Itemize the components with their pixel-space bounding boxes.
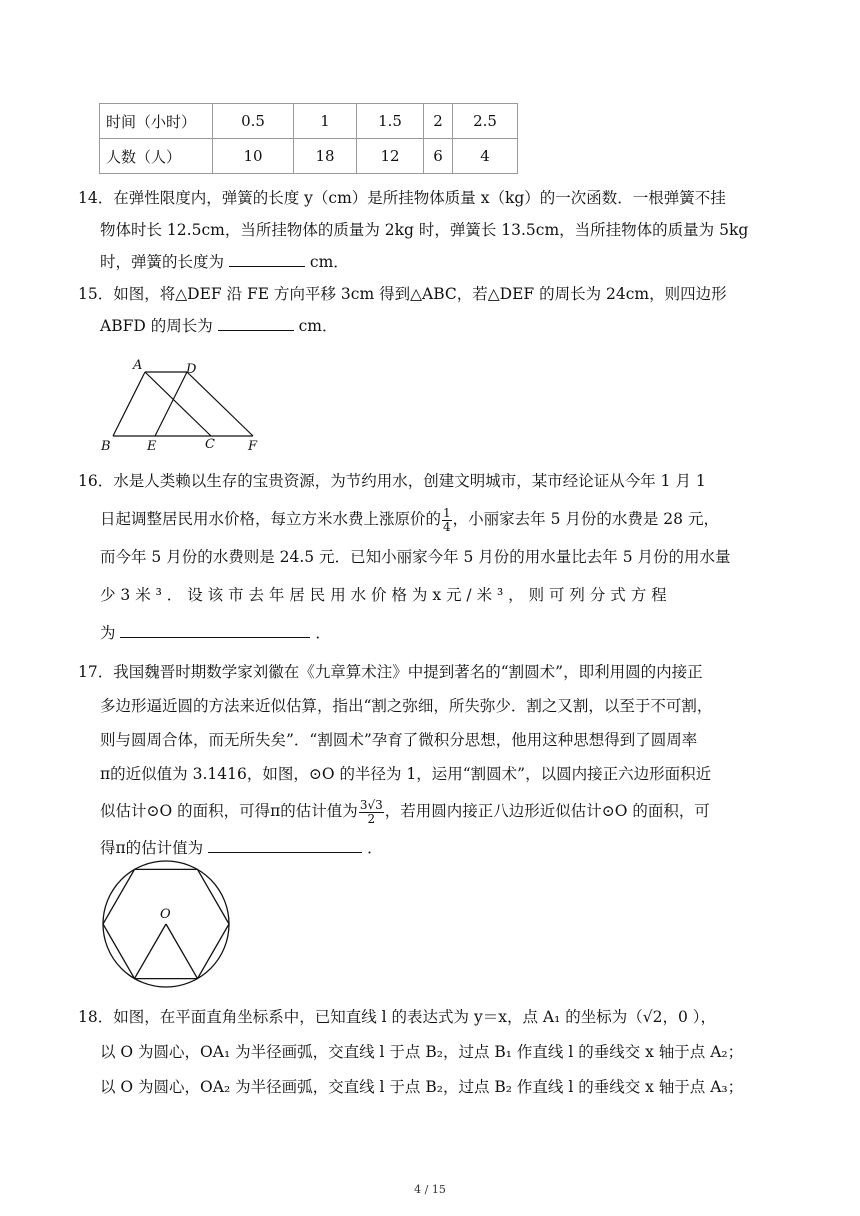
- question-17: [78, 655, 783, 865]
- table-cell: 2.5: [453, 104, 518, 139]
- q17-end: ．: [367, 839, 383, 857]
- hexagon-circle-figure: [96, 856, 236, 992]
- table-row: [100, 104, 518, 139]
- q16-line2-text: 日起调整居民用水价格，每立方米水费上涨原价的: [100, 510, 442, 528]
- q16-line5: [78, 614, 783, 652]
- q17-line5-rest: ，若用圆内接正八边形近似估计⊙O 的面积，可: [384, 802, 710, 820]
- question-16: [78, 462, 783, 652]
- fraction-one-quarter: [442, 507, 452, 534]
- q15-line2-text: ABFD 的周长为: [100, 317, 213, 335]
- q17-line6-text: 得π的估计值为: [100, 839, 204, 857]
- q17-line1: 17．我国魏晋时期数学家刘徽在《九章算术注》中提到著名的“割圆术”，即利用圆的内接正: [78, 663, 703, 681]
- table-cell: 10: [213, 139, 294, 174]
- q17-line3: 则与圆周合体，而无所失矣”．“割圆术”孕育了微积分思想，他用这种思想得到了圆周率: [100, 731, 698, 749]
- q18-line2: 以 O 为圆心，OA₁ 为半径画弧，交直线 l 于点 B₂，过点 B₁ 作直线 l 的垂线交 x 轴于点 A₂；: [100, 1043, 744, 1061]
- answer-blank: [120, 621, 310, 638]
- q14-line2: 物体时长 12.5cm，当所挂物体的质量为 2kg 时，弹簧长 13.5cm，当所挂物体的质量为 5kg: [100, 221, 749, 239]
- q15-unit: cm．: [298, 317, 338, 335]
- q17-line2: 多边形逼近圆的方法来近似估算，指出“割之弥细，所失弥少．割之又割，以至于不可割，: [100, 697, 713, 715]
- table-cell: 1.5: [357, 104, 424, 139]
- q16-line4: 少 3 米 ³ ． 设 该 市 去 年 居 民 用 水 价 格 为 x 元 / 米 ³ ， 则 可 列 分 式 方 程: [100, 586, 667, 604]
- translation-figure: [95, 354, 270, 454]
- page-number: 4 / 15: [414, 1183, 446, 1196]
- q16-line1: 16．水是人类赖以生存的宝贵资源，为节约用水，创建文明城市，某市经论证从今年 1 月 1: [78, 472, 706, 490]
- answer-blank: [218, 314, 294, 331]
- label-f: F: [248, 439, 258, 454]
- table-cell: 人数（人）: [100, 139, 213, 174]
- table-cell: 6: [424, 139, 453, 174]
- table-cell: 12: [357, 139, 424, 174]
- fraction-denominator: 2: [367, 811, 376, 826]
- question-14: [78, 182, 783, 278]
- label-o: O: [160, 907, 171, 922]
- question-15: [78, 278, 783, 342]
- answer-blank: [208, 836, 362, 853]
- table-cell: 1: [294, 104, 357, 139]
- q14-line1: 14．在弹性限度内，弹簧的长度 y（cm）是所挂物体质量 x（kg）的一次函数．一根弹簧不挂: [78, 189, 726, 207]
- q17-line4: π的近似值为 3.1416，如图，⊙O 的半径为 1，运用“割圆术”，以圆内接正六边形面积近: [100, 765, 712, 783]
- label-d: D: [186, 362, 197, 377]
- table-cell: 时间（小时）: [100, 104, 213, 139]
- q15-line2: [78, 310, 783, 342]
- table-cell: 18: [294, 139, 357, 174]
- q14-unit: cm．: [309, 253, 349, 271]
- q14-line3: [78, 246, 783, 278]
- q16-line5-text: 为: [100, 624, 116, 642]
- fraction-three-root-three-over-two: [359, 799, 384, 826]
- table-cell: 0.5: [213, 104, 294, 139]
- q18-line1: 18．如图，在平面直角坐标系中，已知直线 l 的表达式为 y＝x，点 A₁ 的坐标为（√2，0 ），: [78, 1008, 717, 1026]
- answer-blank: [229, 250, 305, 267]
- fraction-numerator: 1: [443, 505, 451, 520]
- fraction-numerator: 3√3: [359, 797, 383, 812]
- table-cell: 4: [453, 139, 518, 174]
- fraction-denominator: 4: [443, 519, 451, 534]
- label-a: A: [133, 358, 143, 373]
- table-cell: 2: [424, 104, 453, 139]
- label-c: C: [205, 437, 215, 452]
- table-row: [100, 139, 518, 174]
- q16-line2-rest: ，小丽家去年 5 月份的水费是 28 元，: [452, 510, 719, 528]
- question-18: [78, 1000, 783, 1105]
- q17-line5: [78, 791, 783, 831]
- q18-line3: 以 O 为圆心，OA₂ 为半径画弧，交直线 l 于点 B₂，过点 B₂ 作直线 l 的垂线交 x 轴于点 A₃；: [100, 1078, 744, 1096]
- label-b: B: [101, 439, 111, 454]
- q17-line5-text: 似估计⊙O 的面积，可得π的估计值为: [100, 802, 358, 820]
- q15-line1: 15．如图，将△DEF 沿 FE 方向平移 3cm 得到△ABC，若△DEF 的周长为 24cm，则四边形: [78, 285, 727, 303]
- q16-line3: 而今年 5 月份的水费则是 24.5 元．已知小丽家今年 5 月份的用水量比去年 5 月份的用水量: [100, 548, 731, 566]
- q16-end: ．: [315, 624, 331, 642]
- q14-line3-text: 时，弹簧的长度为: [100, 253, 225, 271]
- q16-line2: [78, 500, 783, 538]
- time-people-table: [99, 103, 518, 174]
- label-e: E: [147, 439, 157, 454]
